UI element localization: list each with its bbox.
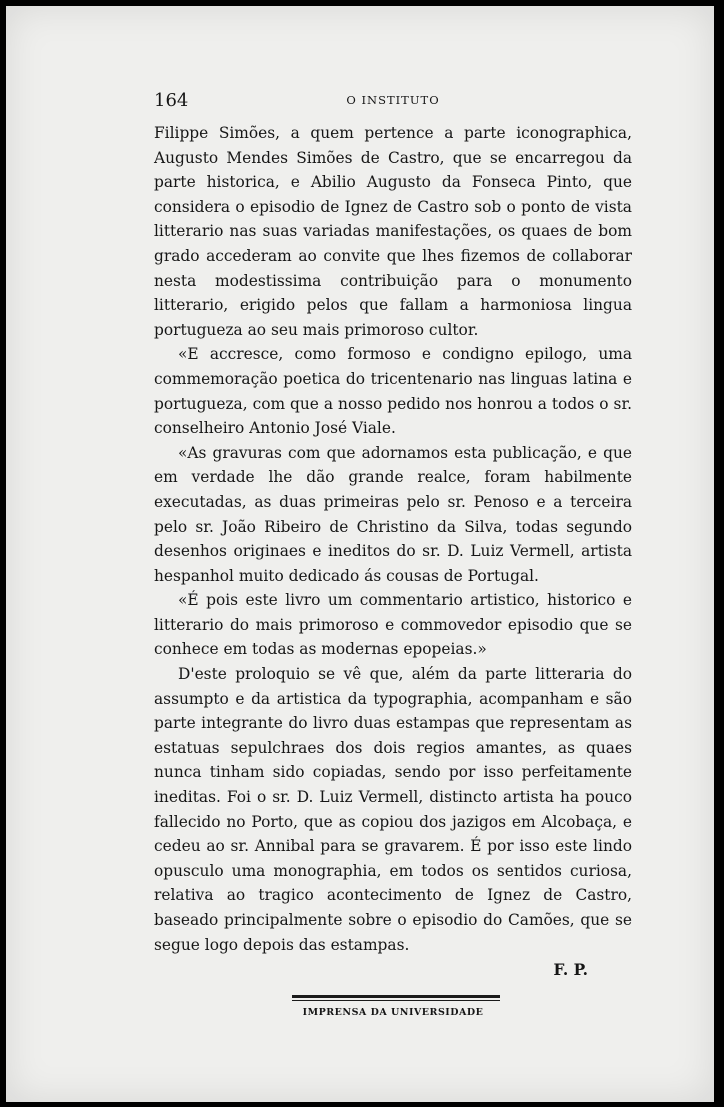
- paragraph: D'este proloquio se vê que, além da parte litteraria do assumpto e da artistica da typographia, acompanham e são parte integrante do livro duas estampas que representam as estatuas sepulchraes dos dois regios amantes, as quaes nunca tinham sido copiadas, sendo por isso perfeitamente ineditas. Foi o sr. D. Luiz Vermell, distincto artista ha pouco fallecido no Porto, que as copiou dos jazigos em Alcobaça, e cedeu ao sr. Annibal para se gravarem. É por isso este lindo opusculo uma monographia, em todos os sentidos curiosa, relativa ao tragico acontecimento de Ignez de Castro, baseado principalmente sobre o episodio do Camões, que se segue logo depois das estampas.: [154, 665, 632, 954]
- text-block: [154, 90, 632, 1018]
- paragraph: «As gravuras com que adornamos esta publicação, e que em verdade lhe dão grande realce, foram habilmente executadas, as duas primeiras pelo sr. Penoso e a terceira pelo sr. João Ribeiro de Christino da Silva, todas segundo desenhos originaes e ineditos do sr. D. Luiz Vermell, artista hespanhol muito dedicado ás cousas de Portugal.: [154, 443, 632, 585]
- running-head: O INSTITUTO: [346, 93, 440, 107]
- body-text: [154, 121, 632, 957]
- imprint: IMPRENSA DA UNIVERSIDADE: [302, 1007, 484, 1019]
- paragraph: Filippe Simões, a quem pertence a parte iconographica, Augusto Mendes Simões de Castro, que se encarregou da parte historica, e Abilio Augusto da Fonseca Pinto, que considera o episodio de Ignez de Castro sob o ponto de vista litterario nas suas variadas manifestações, os quaes de bom grado accederam ao convite que lhes fizemos de collaborar nesta modestissima contribuição para o monumento litterario, erigido pelos que fallam a harmoniosa lingua portugueza ao seu mais primoroso cultor.: [154, 124, 632, 339]
- divider-rule: [292, 995, 500, 998]
- paragraph: «E accresce, como formoso e condigno epilogo, uma commemoração poetica do tricentenario nas linguas latina e portugueza, com que a nosso pedido nos honrou a todos o sr. conselheiro Antonio José Viale.: [154, 345, 632, 438]
- book-page: [6, 6, 714, 1102]
- page-number: 164: [154, 90, 189, 111]
- page-header: [154, 90, 632, 118]
- author-signature: F. P.: [553, 961, 588, 980]
- paragraph: «É pois este livro um commentario artistico, historico e litterario do mais primoroso e commovedor episodio que se conhece em todas as modernas epopeias.»: [154, 591, 632, 659]
- divider-rule-thin: [292, 1000, 500, 1001]
